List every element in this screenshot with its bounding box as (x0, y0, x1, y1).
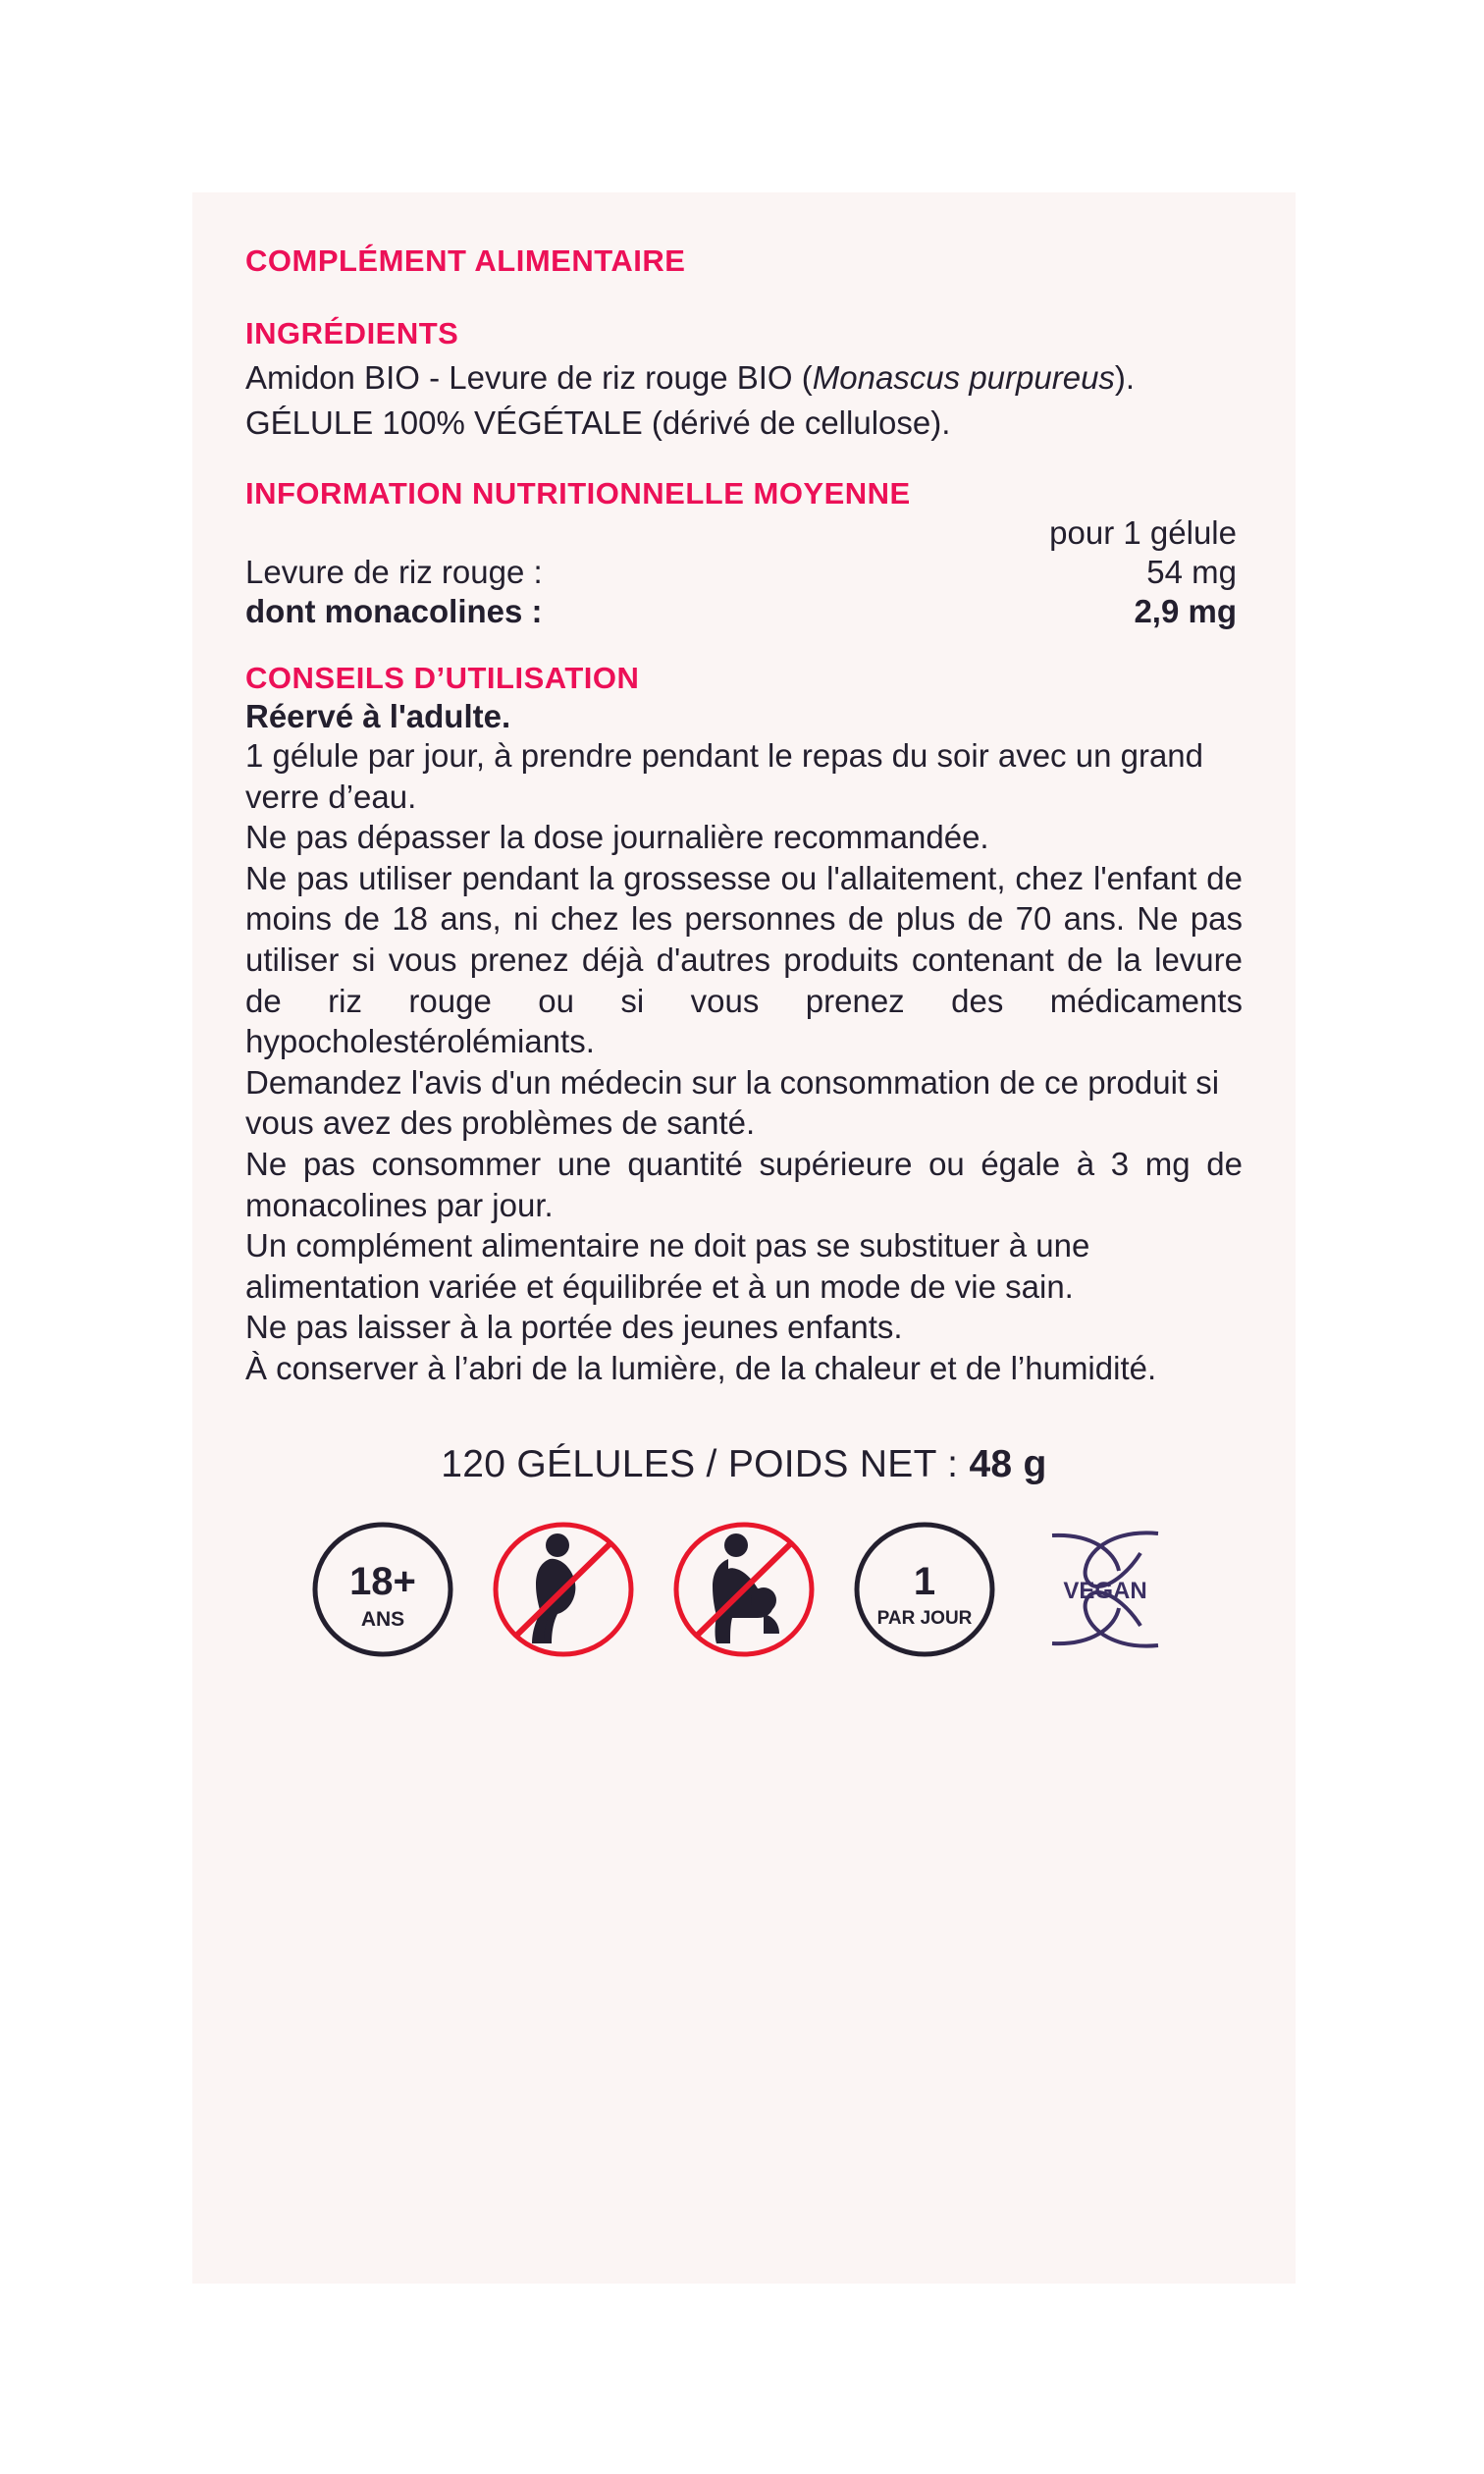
nutrition-value-monacolins: 2,9 mg (1134, 593, 1237, 630)
ingredients-text-b: ). (1114, 359, 1136, 396)
usage-reserved-adults: Réervé à l'adulte. (245, 698, 511, 735)
ingredients-text-a: Amidon BIO - Levure de riz rouge BIO ( (245, 359, 813, 396)
vegan-icon (1023, 1516, 1188, 1663)
nutrition-row-yeast (245, 553, 1243, 592)
svg-text:1: 1 (913, 1560, 936, 1604)
no-pregnancy-icon (481, 1516, 646, 1663)
usage-paragraph-4: Demandez l'avis d'un médecin sur la consommation de ce produit si vous avez des problèmes de santé. (245, 1063, 1220, 1142)
ingredients-line-1 (245, 357, 1243, 399)
pictogram-row (245, 1516, 1243, 1663)
usage-paragraph-3: Ne pas utiliser pendant la grossesse ou l'allaitement, chez l'enfant de moins de 18 ans, ni chez les personnes de plus de 70 ans. Ne pas utiliser si vous prenez déjà d'autres produits contenant de la levure de riz rouge ou si vous prenez des médicaments hypocholestérolémiants. (245, 859, 1243, 1060)
supplement-heading: COMPLÉMENT ALIMENTAIRE (245, 243, 686, 278)
nutrition-table-header-row (245, 513, 1243, 553)
nutrition-column-header: pour 1 gélule (1049, 514, 1237, 552)
nutrition-value-yeast: 54 mg (1146, 554, 1237, 591)
usage-paragraph-7: Ne pas laisser à la portée des jeunes enfants. (245, 1309, 903, 1346)
nutrition-table (245, 513, 1243, 631)
net-quantity-line (245, 1443, 1243, 1486)
nutrition-label-monacolins: dont monacolines : (245, 593, 543, 630)
usage-paragraph-6: Un complément alimentaire ne doit pas se substituer à une alimentation variée et équilibrée et à un mode de vie sain. (245, 1227, 1090, 1305)
net-quantity-count: 120 GÉLULES / POIDS NET : (441, 1443, 970, 1486)
svg-text:PAR JOUR: PAR JOUR (876, 1608, 973, 1630)
nutrition-heading: INFORMATION NUTRITIONNELLE MOYENNE (245, 476, 911, 511)
product-label-panel (192, 192, 1296, 2284)
net-quantity-weight: 48 g (969, 1443, 1047, 1486)
usage-heading: CONSEILS D’UTILISATION (245, 661, 640, 696)
ingredients-line-2: GÉLULE 100% VÉGÉTALE (dérivé de cellulose). (245, 403, 951, 441)
ingredients-latin-name: Monascus purpureus (812, 359, 1115, 396)
age-restriction-icon (300, 1516, 465, 1663)
no-breastfeeding-icon (662, 1516, 826, 1663)
ingredients-heading: INGRÉDIENTS (245, 316, 459, 350)
svg-text:VEGAN: VEGAN (1063, 1578, 1147, 1605)
usage-paragraph-5: Ne pas consommer une quantité supérieure ou égale à 3 mg de monacolines par jour. (245, 1145, 1243, 1223)
svg-text:ANS: ANS (360, 1608, 405, 1632)
nutrition-header-blank (245, 513, 1017, 553)
nutrition-label-yeast: Levure de riz rouge : (245, 554, 543, 591)
usage-paragraph-2: Ne pas dépasser la dose journalière recommandée. (245, 819, 989, 856)
svg-text:18+: 18+ (349, 1560, 416, 1604)
nutrition-row-monacolins (245, 592, 1243, 631)
usage-paragraph-1: 1 gélule par jour, à prendre pendant le repas du soir avec un grand verre d’eau. (245, 737, 1203, 815)
daily-dose-icon (842, 1516, 1007, 1663)
usage-paragraph-8: À conserver à l’abri de la lumière, de la chaleur et de l’humidité. (245, 1349, 1157, 1386)
